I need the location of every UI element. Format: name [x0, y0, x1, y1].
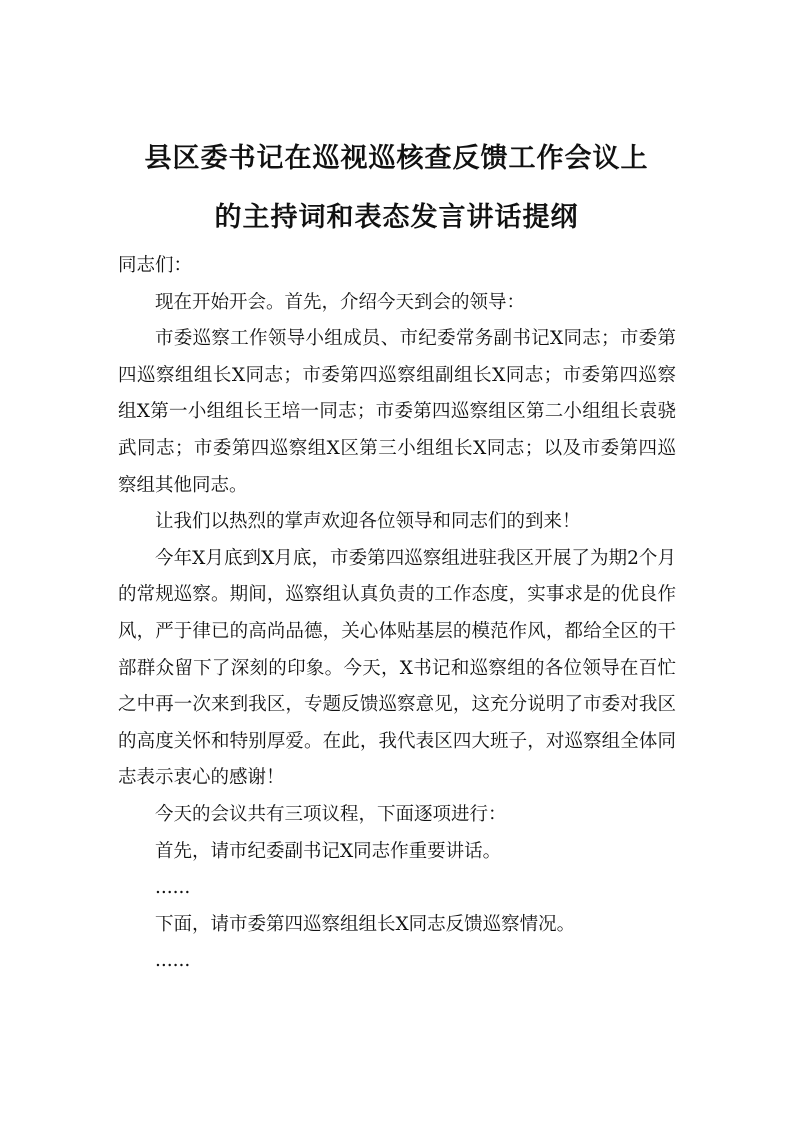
body-paragraph: 首先，请市纪委副书记X同志作重要讲话。 [155, 840, 502, 862]
body-paragraph: 下面，请市委第四巡察组组长X同志反馈巡察情况。 [155, 913, 576, 935]
body-paragraph: 市委巡察工作领导小组成员、市纪委常务副书记X同志；市委第四巡察组组长X同志；市委第四巡察组副组长X同志；市委第四巡察组X第一小组组长王培一同志；市委第四巡察组区第二小组组长袁骁武同志；市委第四巡察组X区第三小组组长X同志；以及市委第四巡察组其他同志。 [118, 328, 676, 496]
ellipsis-paragraph: ...... [155, 950, 191, 972]
body-paragraph: 今年X月底到X月底，市委第四巡察组进驻我区开展了为期2个月的常规巡察。期间，巡察组认真负责的工作态度，实事求是的优良作风，严于律已的高尚品德，关心体贴基层的模范作风，都给全区的干部群众留下了深刻的印象。今天，X书记和巡察组的各位领导在百忙之中再一次来到我区，专题反馈巡察意见，这充分说明了市委对我区的高度关怀和特别厚爱。在此，我代表区四大班子，对巡察组全体同志表示衷心的感谢！ [118, 547, 676, 789]
document-title-line-2: 的主持词和表态发言讲话提纲 [214, 202, 579, 233]
body-paragraph: 让我们以热烈的掌声欢迎各位领导和同志们的到来！ [155, 511, 581, 533]
salutation-paragraph: 同志们： [118, 255, 193, 276]
document-body [118, 248, 676, 980]
body-paragraph: 现在开始开会。首先，介绍今天到会的领导： [155, 291, 526, 313]
body-paragraph: 今天的会议共有三项议程，下面逐项进行： [155, 803, 507, 825]
ellipsis-paragraph: ...... [155, 877, 191, 899]
document-title-line-1: 县区委书记在巡视巡核查反馈工作会议上 [144, 143, 649, 174]
